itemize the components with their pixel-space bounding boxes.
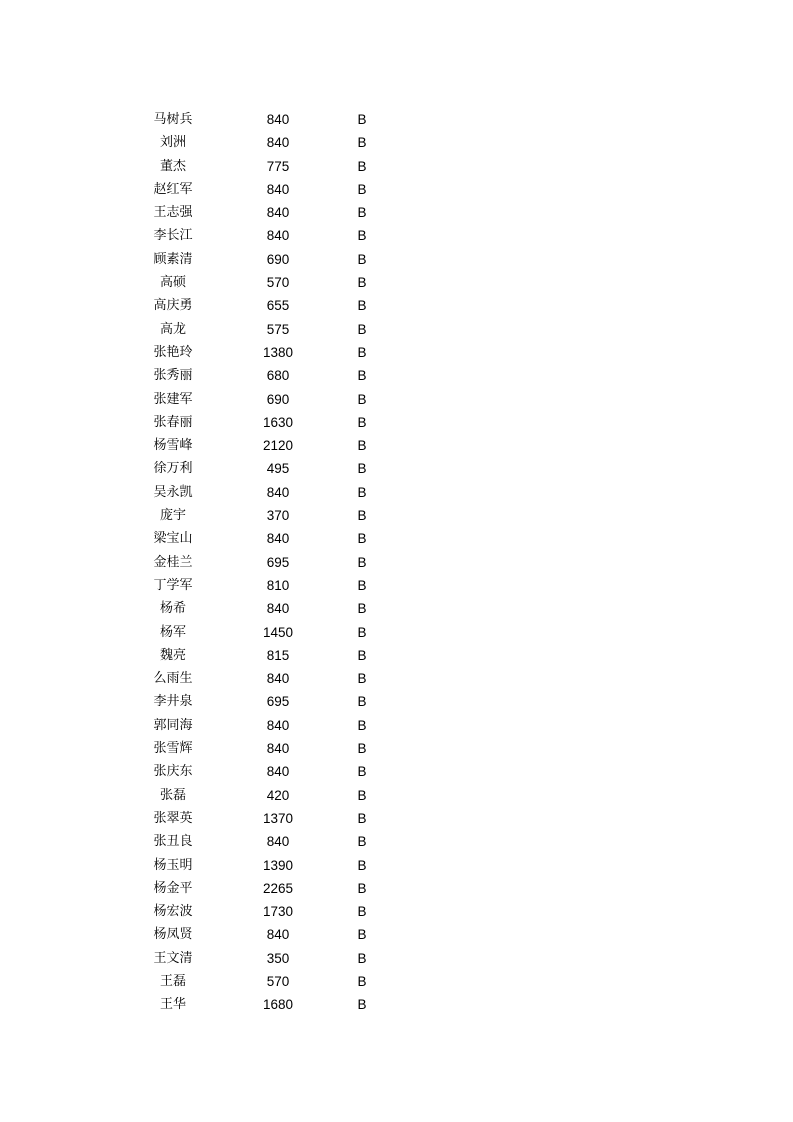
grade-cell: B: [357, 717, 367, 733]
grade-cell: B: [357, 950, 367, 966]
amount-cell: 690: [266, 251, 290, 267]
grade-cell: B: [357, 438, 367, 454]
grade-cell: B: [357, 973, 367, 989]
name-cell: 王华: [159, 997, 186, 1013]
grade-cell: B: [357, 624, 367, 640]
table-row: [0, 854, 793, 877]
table-row: [0, 527, 793, 550]
amount-cell: 840: [266, 228, 290, 244]
name-cell: 张春丽: [153, 414, 193, 430]
name-cell: 张秀丽: [153, 368, 193, 384]
amount-cell: 370: [266, 508, 290, 524]
grade-cell: B: [357, 275, 367, 291]
name-cell: 杨军: [159, 624, 186, 640]
table-row: [0, 318, 793, 341]
amount-cell: 680: [266, 368, 290, 384]
table-row: [0, 248, 793, 271]
table-row: [0, 364, 793, 387]
grade-cell: B: [357, 368, 367, 384]
name-cell: 郭同海: [153, 717, 193, 733]
data-table: [0, 108, 793, 1017]
amount-cell: 1630: [262, 414, 294, 430]
amount-cell: 840: [266, 484, 290, 500]
grade-cell: B: [357, 321, 367, 337]
name-cell: 杨玉明: [153, 857, 193, 873]
name-cell: 杨金平: [153, 880, 193, 896]
amount-cell: 840: [266, 135, 290, 151]
name-cell: 张翠英: [153, 810, 193, 826]
table-row: [0, 737, 793, 760]
name-cell: 马树兵: [153, 112, 193, 127]
name-cell: 张庆东: [153, 764, 193, 780]
amount-cell: 420: [266, 787, 290, 803]
grade-cell: B: [357, 601, 367, 617]
name-cell: 徐万利: [153, 461, 193, 477]
table-row: [0, 807, 793, 830]
table-row: [0, 457, 793, 480]
amount-cell: 655: [266, 298, 290, 314]
name-cell: 李井泉: [153, 694, 193, 710]
table-row: [0, 108, 793, 131]
amount-cell: 840: [266, 741, 290, 757]
grade-cell: B: [357, 135, 367, 151]
amount-cell: 840: [266, 717, 290, 733]
amount-cell: 2120: [262, 438, 294, 454]
grade-cell: B: [357, 112, 367, 127]
table-row: [0, 644, 793, 667]
name-cell: 张艳玲: [153, 344, 193, 360]
grade-cell: B: [357, 857, 367, 873]
amount-cell: 695: [266, 694, 290, 710]
amount-cell: 815: [266, 647, 290, 663]
amount-cell: 495: [266, 461, 290, 477]
name-cell: 王磊: [159, 973, 186, 989]
table-row: [0, 760, 793, 783]
amount-cell: 570: [266, 973, 290, 989]
table-row: [0, 294, 793, 317]
table-row: [0, 667, 793, 690]
table-row: [0, 271, 793, 294]
grade-cell: B: [357, 671, 367, 687]
name-cell: 赵红军: [153, 181, 193, 197]
name-cell: 高庆勇: [153, 298, 193, 314]
grade-cell: B: [357, 880, 367, 896]
grade-cell: B: [357, 531, 367, 547]
name-cell: 魏亮: [159, 647, 186, 663]
table-row: [0, 574, 793, 597]
name-cell: 张雪辉: [153, 741, 193, 757]
amount-cell: 1380: [262, 344, 294, 360]
name-cell: 王志强: [153, 205, 193, 221]
name-cell: 顾素清: [153, 251, 193, 267]
amount-cell: 840: [266, 834, 290, 850]
grade-cell: B: [357, 391, 367, 407]
name-cell: 张建军: [153, 391, 193, 407]
name-cell: 杨希: [159, 601, 186, 617]
amount-cell: 1680: [262, 997, 294, 1013]
name-cell: 杨宏波: [153, 904, 193, 920]
grade-cell: B: [357, 997, 367, 1013]
grade-cell: B: [357, 344, 367, 360]
table-row: [0, 690, 793, 713]
grade-cell: B: [357, 787, 367, 803]
name-cell: 丁学军: [153, 577, 193, 593]
name-cell: 张丑良: [153, 834, 193, 850]
table-row: [0, 551, 793, 574]
table-row: [0, 224, 793, 247]
grade-cell: B: [357, 414, 367, 430]
table-row: [0, 714, 793, 737]
amount-cell: 350: [266, 950, 290, 966]
grade-cell: B: [357, 298, 367, 314]
amount-cell: 1390: [262, 857, 294, 873]
grade-cell: B: [357, 158, 367, 174]
grade-cell: B: [357, 508, 367, 524]
name-cell: 金桂兰: [153, 554, 193, 570]
grade-cell: B: [357, 484, 367, 500]
table-row: [0, 621, 793, 644]
grade-cell: B: [357, 205, 367, 221]
amount-cell: 775: [266, 158, 290, 174]
grade-cell: B: [357, 764, 367, 780]
grade-cell: B: [357, 741, 367, 757]
name-cell: 刘洲: [159, 135, 186, 151]
grade-cell: B: [357, 181, 367, 197]
grade-cell: B: [357, 251, 367, 267]
name-cell: 杨雪峰: [153, 438, 193, 454]
table-row: [0, 504, 793, 527]
table-row: [0, 900, 793, 923]
table-row: [0, 155, 793, 178]
grade-cell: B: [357, 694, 367, 710]
amount-cell: 2265: [262, 880, 294, 896]
amount-cell: 840: [266, 112, 290, 127]
grade-cell: B: [357, 554, 367, 570]
amount-cell: 1450: [262, 624, 294, 640]
table-row: [0, 830, 793, 853]
table-row: [0, 341, 793, 364]
table-row: [0, 434, 793, 457]
grade-cell: B: [357, 647, 367, 663]
amount-cell: 810: [266, 577, 290, 593]
grade-cell: B: [357, 810, 367, 826]
amount-cell: 570: [266, 275, 290, 291]
name-cell: 高龙: [159, 321, 186, 337]
grade-cell: B: [357, 834, 367, 850]
table-row: [0, 481, 793, 504]
table-row: [0, 388, 793, 411]
amount-cell: 1730: [262, 904, 294, 920]
table-row: [0, 877, 793, 900]
name-cell: 庞宇: [159, 508, 186, 524]
grade-cell: B: [357, 461, 367, 477]
grade-cell: B: [357, 927, 367, 943]
table-row: [0, 784, 793, 807]
amount-cell: 690: [266, 391, 290, 407]
name-cell: 杨凤贤: [153, 927, 193, 943]
name-cell: 王文清: [153, 950, 193, 966]
table-row: [0, 993, 793, 1016]
grade-cell: B: [357, 904, 367, 920]
name-cell: 李长江: [153, 228, 193, 244]
amount-cell: 840: [266, 205, 290, 221]
name-cell: 高硕: [159, 275, 186, 291]
name-cell: 董杰: [159, 158, 186, 174]
amount-cell: 840: [266, 181, 290, 197]
amount-cell: 840: [266, 764, 290, 780]
amount-cell: 840: [266, 601, 290, 617]
amount-cell: 840: [266, 927, 290, 943]
grade-cell: B: [357, 577, 367, 593]
table-row: [0, 201, 793, 224]
name-cell: 张磊: [159, 787, 186, 803]
table-row: [0, 411, 793, 434]
table-row: [0, 131, 793, 154]
name-cell: 吴永凯: [153, 484, 193, 500]
amount-cell: 1370: [262, 810, 294, 826]
amount-cell: 840: [266, 671, 290, 687]
grade-cell: B: [357, 228, 367, 244]
table-row: [0, 947, 793, 970]
name-cell: 梁宝山: [153, 531, 193, 547]
table-row: [0, 923, 793, 946]
amount-cell: 840: [266, 531, 290, 547]
amount-cell: 695: [266, 554, 290, 570]
table-row: [0, 178, 793, 201]
name-cell: 么雨生: [153, 671, 193, 687]
table-row: [0, 970, 793, 993]
table-row: [0, 597, 793, 620]
amount-cell: 575: [266, 321, 290, 337]
